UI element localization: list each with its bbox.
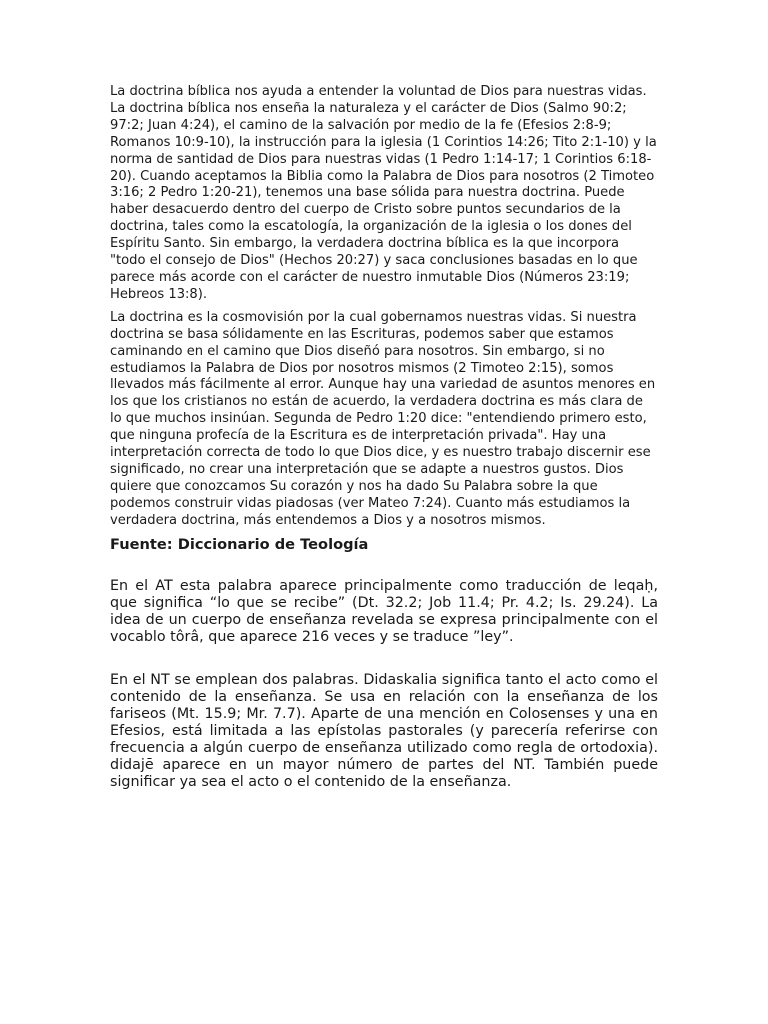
dictionary-paragraph-nt: En el NT se emplean dos palabras. Didaskalia significa tanto el acto como el contenido de la enseñanza. Se usa en relación con la enseñanza de los fariseos (Mt. 15.9; Mr. 7.7). Aparte de una mención en Colosenses y una en Efesios, está limitada a las epístolas pastorales (y parecería referirse con frecuencia a algún cuerpo de enseñanza utilizado como regla de ortodoxia). didajē aparece en un mayor número de partes del NT. También puede significar ya sea el acto o el contenido de la enseñanza. <box>110 671 658 790</box>
intro-paragraph-2: La doctrina es la cosmovisión por la cual gobernamos nuestras vidas. Si nuestra doctrina se basa sólidamente en las Escrituras, podemos saber que estamos caminando en el camino que Dios diseñó para nosotros. Sin embargo, si no estudiamos la Palabra de Dios por nosotros mismos (2 Timoteo 2:15), somos llevados más fácilmente al error. Aunque hay una variedad de asuntos menores en los que los cristianos no están de acuerdo, la verdadera doctrina es más clara de lo que muchos insinúan. Segunda de Pedro 1:20 dice: "entendiendo primero esto, que ninguna profecía de la Escritura es de interpretación privada". Hay una interpretación correcta de todo lo que Dios dice, y es nuestro trabajo discernir ese significado, no crear una interpretación que se adapte a nuestros gustos. Dios quiere que conozcamos Su corazón y nos ha dado Su Palabra sobre la que podemos construir vidas piadosas (ver Mateo 7:24). Cuanto más estudiamos la verdadera doctrina, más entendemos a Dios y a nosotros mismos. <box>110 309 656 528</box>
source-heading: Fuente: Diccionario de Teología <box>110 535 369 553</box>
intro-paragraph-1: La doctrina bíblica nos ayuda a entender la voluntad de Dios para nuestras vidas. La doctrina bíblica nos enseña la naturaleza y el carácter de Dios (Salmo 90:2; 97:2; Juan 4:24), el camino de la salvación por medio de la fe (Efesios 2:8-9; Romanos 10:9-10), la instrucción para la iglesia (1 Corintios 14:26; Tito 2:1-10) y la norma de santidad de Dios para nuestras vidas (1 Pedro 1:14-17; 1 Corintios 6:18-20). Cuando aceptamos la Biblia como la Palabra de Dios para nosotros (2 Timoteo 3:16; 2 Pedro 1:20-21), tenemos una base sólida para nuestra doctrina. Puede haber desacuerdo dentro del cuerpo de Cristo sobre puntos secundarios de la doctrina, tales como la escatología, la organización de la iglesia o los dones del Espíritu Santo. Sin embargo, la verdadera doctrina bíblica es la que incorpora "todo el consejo de Dios" (Hechos 20:27) y saca conclusiones basadas en lo que parece más acorde con el carácter de nuestro inmutable Dios (Números 23:19; Hebreos 13:8). <box>110 84 657 302</box>
document-page <box>110 84 658 791</box>
dictionary-paragraph-at: En el AT esta palabra aparece principalmente como traducción de leqaḥ, que significa “lo que se recibe” (Dt. 32.2; Job 11.4; Pr. 4.2; Is. 29.24). La idea de un cuerpo de enseñanza revelada se expresa principalmente con el vocablo tôrâ, que aparece 216 veces y se traduce ”ley”. <box>110 577 658 645</box>
